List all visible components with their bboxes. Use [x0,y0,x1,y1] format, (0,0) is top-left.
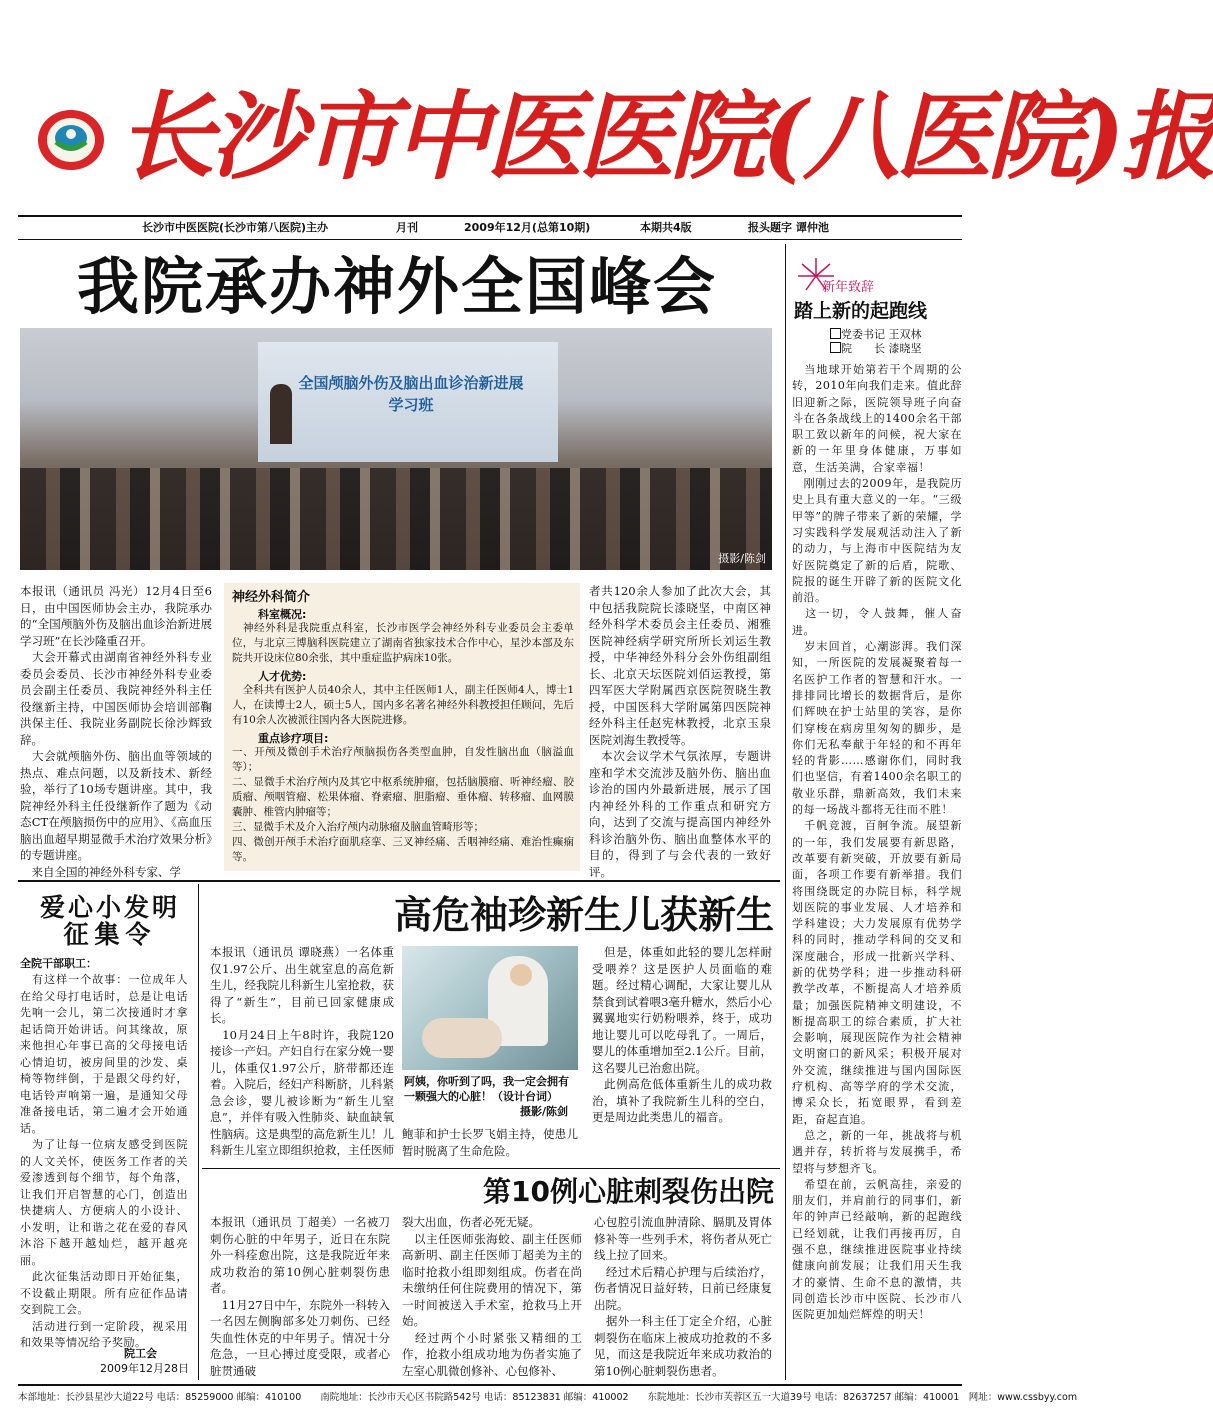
new-year-badge [796,256,886,296]
lead-article-col1: 本报讯（通讯员 冯光）12月4日至6日，由中国医师协会主办，我院承办的“全国颅脑外伤及脑出血诊治新进展学习班”在长沙隆重召开。 大会开幕式由湖南省神经外科专业委员会委员、长沙市神经外科专业委员会副主任委员、我院神经外科主任役继新主持，中国医师协会培训部鞠洪保主任、我院业务副院长徐沙辉致辞。 大会就颅脑外伤、脑出血等领域的热点、难点问题，以及新技术、新经验，举行了10场专题讲座。其中，我院神经外科主任役继新作了题为《动态CT在颅脑损伤中的应用》、《高血压脑出血超早期显微手术治疗效果分析》的专题讲座。 来自全国的神经外科专家、学 [20,584,212,879]
invention-signature: 院工会 [124,1347,157,1360]
new-year-author1 [830,328,922,342]
heart-col3: 心包腔引流血肿清除、膈肌及胃体修补等一些列手术，将伤者从死亡线上拉了回来。 经过术后精心护理与后续治疗，伤者情况日益好转，日前已经康复出院。 据外一科主任丁定全介绍，心脏刺裂伤在临床上被成功抢救的不多见，而这是我院近年来成功救治的第10例心脏刺裂伤患者。 [594,1215,772,1378]
overview-label: 科室概况: [258,608,307,621]
newborn-headline: 高危袖珍新生儿获新生 [393,893,774,937]
masthead-info-bar [18,219,962,237]
hospital-logo [36,108,106,172]
lead-article-col3: 者共120余人参加了此次大会，其中包括我院院长漆晓坚，中南区神经外科学术委员会主任委员、湘雅医院神经病学研究所所长刘运生教授，中华神经外科分会外伤组副组长、北京天坛医院刘佰运教授，第四军医大学附属西京医院贺晓生教授，中国医科大学附属第四医院神经外科主任赵宪林教授，北京玉泉医院刘海生教授等。 本次会议学术气氛浓厚，专题讲座和学术交流涉及脑外伤、脑出血诊治的国内外最新进展，展示了国内神经外科的工作重点和研究方向，达到了交流与提高国内神经外科诊治脑外伤、脑出血整体水平的目的，得到了与会代表的一致好评。 [589,584,771,879]
footer-contacts: 本部地址：长沙县星沙大道22号 电话：85259000 邮编：410100 南院地址：长沙市天心区书院路542号 电话：85123831 邮编：410002 东院地址：长沙市芙蓉区五一大道39号 电话：82637257 邮编：410001 网址：www.cssbyy.com [18,1392,1078,1403]
sidebar-title: 神经外科简介 [232,590,311,605]
newborn-photo [402,946,578,1070]
issue-date: 2009年12月(总第10期) [464,221,591,234]
newborn-caption: 阿姨，你听到了吗，我一定会拥有一颗强大的心脏！（设计台词） [404,1075,569,1103]
new-year-title: 踏上新的起跑线 [794,300,928,322]
invention-salutation: 全院干部职工： [20,957,97,970]
talent-label: 人才优势: [258,670,307,683]
newborn-col2-tail: 鲍菲和护士长罗飞娟主持，使患儿暂时脱离了生命危险。 [402,1127,578,1158]
invention-body: 有这样一个故事：一位成年人在给父母打电话时，总是让电话先响一会儿，第二次接通时才拿起话筒开始讲话。问其缘故，原来他担心年事已高的父母接电话心情迫切，被房间里的沙发、桌椅等物绊倒，于是跟父母约好，电话铃声响第一遍，是通知父母准备接电话，第二遍才会开始通话。 为了让每一位病友感受到医院的人文关怀，使医务工作者的关爱渗透到每个细节，每个角落，让我们开启智慧的心门，创造出快捷病人、方便病人的小设计、小发明，让和谐之花在爱的春风沐浴下越开越灿烂，越开越亮丽。 此次征集活动即日开始征集，不设截止期限。所有应征作品请交到院工会。 活动进行到一定阶段，视采用和效果等情况给予奖励。 [20,973,188,1349]
calligraphy-credit: 报头题字 谭仲池 [748,221,829,234]
invention-title-1: 爱心小发明 [39,893,180,922]
invention-title-2: 征集令 [63,920,157,949]
projects-label: 重点诊疗项目: [258,732,329,745]
author2-text: 院 长 漆晓坚 [841,342,922,355]
talent-text: 全科共有医护人员40余人，其中主任医师1人，副主任医师4人，博士1人，在读博士2人，硕士5人，国内多名著名神经外科教授担任顾问，先后有10余人次被派往国内各大医院进修。 [232,684,574,726]
heart-col2: 裂大出血，伤者必死无疑。 以主任医师张海蛟、副主任医师高新明、副主任医师丁超美为主的临时抢救小组即刻组成。伤者在尚未缴纳任何住院费用的情况下，第一时间被送入手术室，抢救马上开始。 经过两个小时紧张又精细的工作，抢救小组成功地为伤者实施了左室心肌微创修补、心包修补、 [402,1215,582,1378]
overview-text: 神经外科是我院重点科室，长沙市医学会神经外科专业委员会主委单位，与北京三博脑科医院建立了湖南省独家技术合作中心，星沙本部及东院共开设床位80余张，其中重症监护病床10张。 [232,622,574,664]
page-count: 本期共4版 [640,221,692,234]
newborn-photo-credit: 摄影/陈剑 [520,1105,569,1118]
masthead-title: 长沙市中医医院(八医院)报 [118,80,1213,193]
new-year-body: 当地球开始第若干个周期的公转，2010年向我们走来。值此辞旧迎新之际，医院领导班子向奋斗在各条战线上的1400余名干部职工致以新年的问候，祝大家在新的一年里身体健康，万事如意，生活美满，合家幸福！ 刚刚过去的2009年，是我院历史上具有重大意义的一年。“三级甲等”的牌子带来了新的荣耀，学习实践科学发展观活动注入了新的动力，与上海市中医院结为友好医院奠定了新的后盾，院歌、院报的诞生开辟了新的医院文化前沿。 这一切，令人鼓舞，催人奋进。 岁末回首，心潮澎湃。我们深知，一所医院的发展凝聚着每一名医护工作者的智慧和汗水。一排排同比增长的数据背后，是你们辉映在护士站里的笑容，是你们穿梭在病房里匆匆的脚步，是你们无私奉献于年轻的和不再年轻的背影……感谢你们，同时我们也坚信，有着1400余名职工的敬业乐群，鼎新高效，我们未来的每一场战斗都将无往而不胜！ 千帆竞渡，百舸争流。展望新的一年，我们发展要有新思路，改革要有新突破，开放要有新局面，各项工作要有新举措。我们将围绕既定的办院目标，科学规划医院的事业发展、人才培养和学科建设；大力发展原有优势学科的同时，推动学科间的交叉和深度融合，形成一批新兴学科、新的优势学科；进一步推动科研教学改革，不断提高人才培养质量；加强医院精神文明建设，不断提高职工的综合素质，扩大社会影响，展现医院作为社会精神文明窗口的新风采；积极开展对外交流，继续推进与国内国际医疗机构、高等学府的学术交流，博采众长，拓宽眼界，看到差距，奋起直追。 总之，新的一年，挑战将与机遇并存，转折将与发展携手，希望将与梦想齐飞。 希望在前，云帆高挂，亲爱的朋友们，并肩前行的同事们，新年的钟声已经敲响，新的起跑线已经划就，让我们再接再厉，自强不息，继续推进医院事业持续健康向前发展；让我们用天生我才的豪情、生命不息的激情，共同创造长沙市中医院、长沙市八医院更加灿烂辉煌的明天！ [792,363,962,1322]
heart-col1: 本报讯（通讯员 丁超美）一名被刀刺伤心脏的中年男子，近日在东院外一科痊愈出院，这是我院近年来成功救治的第10例心脏刺裂伤患者。 11月27日中午，东院外一科转入一名因左侧胸部多处刀刺伤、已经失血性休克的中年男子。情况十分危急，一旦心搏过度受限，或者心脏贯通破 [210,1215,390,1378]
frequency-text: 月刊 [396,221,418,234]
checkbox-icon [830,328,841,339]
photo-credit: 摄影/陈剑 [718,552,766,565]
sponsor-text: 长沙市中医医院(长沙市第八医院)主办 [142,221,329,234]
newborn-col3: 但是，体重如此轻的婴儿怎样耐受喂养？这是医护人员面临的难题。经过精心调配，大家让婴儿从禁食到试着喂3毫升糖水，然后小心翼翼地实行奶粉喂养，终于，成功地让婴儿可以吃母乳了。一周后，婴儿的体重增加至2.1公斤。目前，这名婴儿已治愈出院。 此例高危低体重新生儿的成功救治，填补了我院新生儿科的空白，更是周边此类患儿的福音。 [592,945,772,1124]
neurosurgery-sidebar [224,583,580,871]
new-year-author2 [830,342,922,356]
author1-text: 党委书记 王双林 [841,328,922,341]
checkbox-icon [830,342,841,353]
invention-date: 2009年12月28日 [100,1362,189,1375]
newborn-col1: 本报讯（通讯员 谭晓燕）一名体重仅1.97公斤、出生就室息的高危新生儿，经我院儿科新生儿室抢救，获得了“新生”，目前已回家健康成长。 10月24日上午8时许，我院120接诊一产妇。产妇自行在家分娩一婴儿，体重仅1.97公斤，脐带都还连着。入院后，经妇产科断脐，儿科紧急会诊，婴儿被诊断为“新生儿窒息”，并伴有吸入性肺炎、缺血缺氧性脑病。这是典型的高危新生儿！儿科新生儿室立即组织抢救，主任医师 [210,945,394,1157]
conference-banner: 全国颅脑外伤及脑出血诊治新进展学习班 [298,374,524,414]
new-year-badge-text: 新年致辞 [822,280,875,295]
heart-headline: 第10例心脏刺裂伤出院 [483,1175,774,1208]
projects-text: 一、开颅及微创手术治疗颅脑损伤各类型血肿，自发性脑出血（脑溢血等）； 二、显微手术治疗颅内及其它中枢系统肿瘤，包括脑膜瘤、听神经瘤、胶质瘤、颅咽管瘤、松果体瘤、脊索瘤、胆脂瘤、垂体瘤、转移瘤、血网膜囊肿、椎管内肿瘤等； 三、显微手术及介入治疗颅内动脉瘤及脑血管畸形等； 四、微创开颅手术治疗面肌痉挛、三叉神经痛、舌咽神经痛、难治性癫痫等。 [232,746,574,863]
conference-photo [20,328,772,570]
lead-headline: 我院承办神外全国峰会 [76,250,717,323]
